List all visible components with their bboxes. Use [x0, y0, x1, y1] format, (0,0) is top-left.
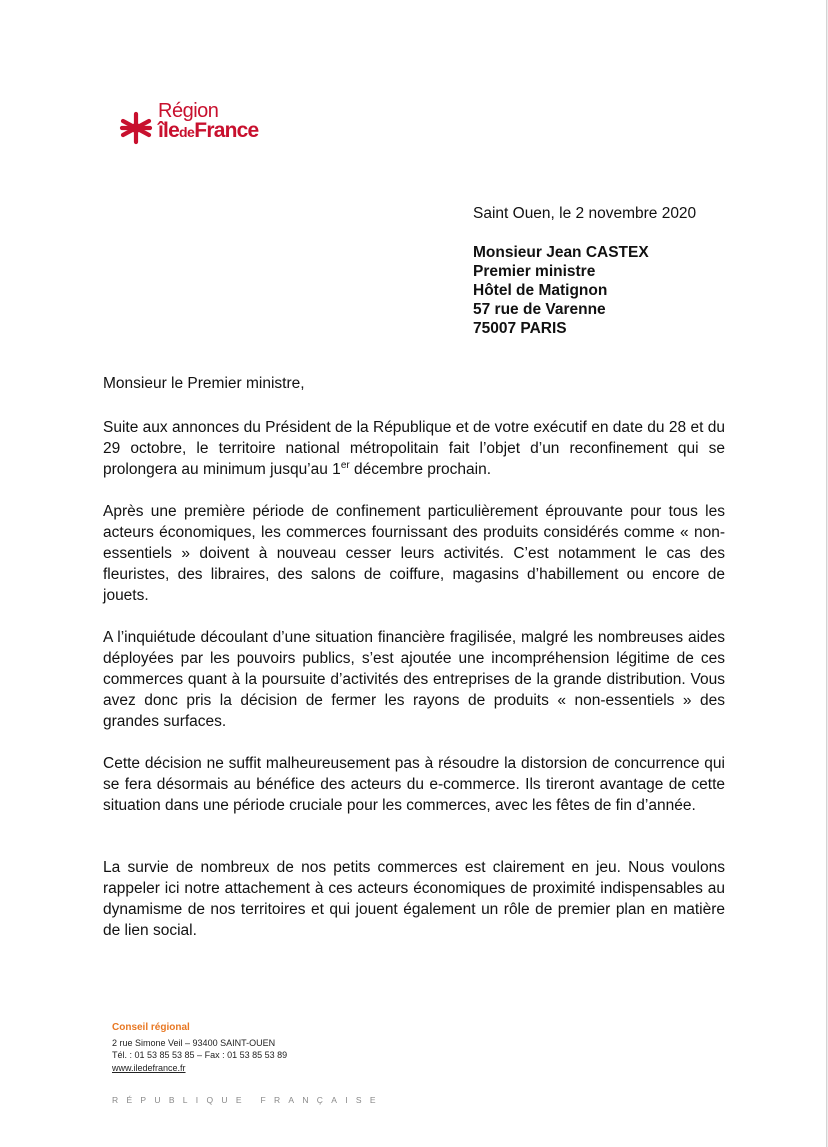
recipient-building: Hôtel de Matignon: [473, 282, 608, 299]
letter-date: Saint Ouen, le 2 novembre 2020: [473, 205, 697, 222]
republique-francaise-mark: RÉPUBLIQUE FRANÇAISE: [112, 1095, 384, 1105]
recipient-name: Monsieur Jean CASTEX: [473, 244, 649, 261]
recipient-address: [473, 243, 649, 338]
footer-phone: Tél. : 01 53 85 53 85 – Fax : 01 53 85 53 89: [112, 1050, 288, 1060]
recipient-city: 75007 PARIS: [473, 320, 567, 337]
star-burst-icon: [118, 110, 154, 146]
footer-title: Conseil régional: [112, 1022, 190, 1033]
recipient-title: Premier ministre: [473, 263, 596, 280]
logo-iledefrance-text: îledeFrance: [158, 119, 259, 142]
footer-address: 2 rue Simone Veil – 93400 SAINT-OUEN: [112, 1037, 276, 1048]
recipient-street: 57 rue de Varenne: [473, 301, 606, 318]
paragraph-2: Après une première période de confinement particulièrement éprouvante pour tous les acteurs économiques, les commerces fournissant des produits considérés comme « non-essentiels » doivent à nouveau cesser leurs activités. C’est notamment le cas des fleuristes, des libraires, des salons de coiffure, magasins d’habillement ou encore de jouets.: [103, 503, 725, 604]
paragraph-3: A l’inquiétude découlant d’une situation financière fragilisée, malgré les nombreuses aides déployées par les pouvoirs publics, s’est ajoutée une incompréhension légitime de ces commerces quant à la poursuite d’activités des entreprises de la grande distribution. Vous avez donc pris la décision de fermer les rayons de produits « non-essentiels » des grandes surfaces.: [103, 629, 725, 730]
footer: [112, 1022, 287, 1074]
logo-region-text: Région: [158, 100, 219, 122]
region-logo: [118, 100, 308, 148]
paragraph-5: La survie de nombreux de nos petits commerces est clairement en jeu. Nous voulons rappeler ici notre attachement à ces acteurs économiques de proximité indispensables au dynamisme de nos territoires et qui jouent également un rôle de premier plan en matière de lien social.: [103, 859, 725, 939]
paragraph-4: Cette décision ne suffit malheureusement pas à résoudre la distorsion de concurrence qui se fera désormais au bénéfice des acteurs du e-commerce. Ils tireront avantage de cette situation dans une période cruciale pour les commerces, avec les fêtes de fin d’année.: [103, 755, 725, 814]
paragraph-1: Suite aux annonces du Président de la République et de votre exécutif en date du 28 et du 29 octobre, le territoire national métropolitain fait l’objet d’un reconfinement qui se prolongera au minimum jusqu’au 1er décembre prochain.: [103, 419, 725, 478]
footer-website-link[interactable]: www.iledefrance.fr: [112, 1062, 186, 1073]
salutation: Monsieur le Premier ministre,: [103, 375, 305, 392]
